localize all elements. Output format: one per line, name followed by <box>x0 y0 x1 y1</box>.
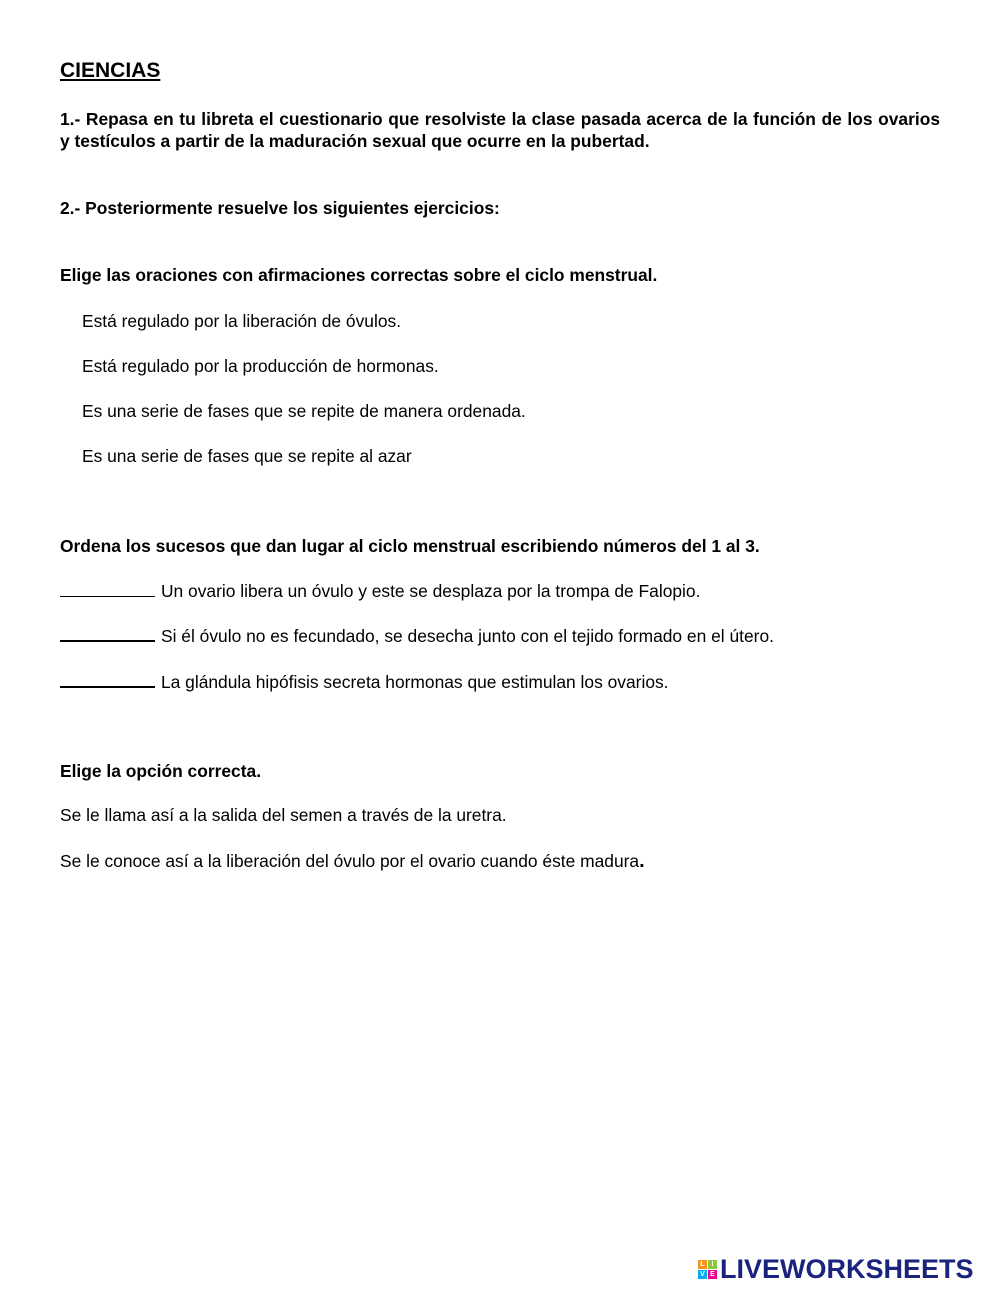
choice-item-2[interactable] <box>60 850 645 873</box>
option-3[interactable]: Es una serie de fases que se repite de manera ordenada. <box>82 401 526 421</box>
section1-heading: Elige las oraciones con afirmaciones correctas sobre el ciclo menstrual. <box>60 265 658 285</box>
final-period: . <box>639 850 645 872</box>
choice-item-1[interactable]: Se le llama así a la salida del semen a través de la uretra. <box>60 805 507 825</box>
liveworksheets-logo <box>698 1254 974 1285</box>
logo-mark-letter: I <box>708 1260 717 1269</box>
order-blank-3[interactable] <box>60 672 155 688</box>
order-item-1 <box>60 581 700 602</box>
logo-text: LIVEWORKSHEETS <box>720 1254 974 1284</box>
logo-mark-letter: V <box>698 1270 707 1279</box>
order-item-3 <box>60 672 669 693</box>
page-title: CIENCIAS <box>60 59 161 82</box>
logo-mark-letter: L <box>698 1260 707 1269</box>
section3-heading: Elige la opción correcta. <box>60 761 262 781</box>
instruction-1: 1.- Repasa en tu libreta el cuestionario que resolviste la clase pasada acerca de la función de los ovarios y testículos a partir de la maduración sexual que ocurre en la pubertad. <box>60 109 940 151</box>
order-text-2: Si él óvulo no es fecundado, se desecha junto con el tejido formado en el útero. <box>161 626 774 646</box>
order-blank-1[interactable] <box>60 582 155 597</box>
order-blank-2[interactable] <box>60 626 155 642</box>
option-1[interactable]: Está regulado por la liberación de óvulos. <box>82 311 402 331</box>
option-4[interactable]: Es una serie de fases que se repite al azar <box>82 446 412 466</box>
logo-mark-letter: E <box>708 1270 717 1279</box>
choice-text-2: Se le conoce así a la liberación del óvulo por el ovario cuando éste madura <box>60 851 640 871</box>
logo-mark-icon <box>698 1260 717 1279</box>
order-text-1: Un ovario libera un óvulo y este se desplaza por la trompa de Falopio. <box>161 581 701 601</box>
order-item-2 <box>60 626 774 647</box>
option-2[interactable]: Está regulado por la producción de hormonas. <box>82 356 439 376</box>
section2-heading: Ordena los sucesos que dan lugar al ciclo menstrual escribiendo números del 1 al 3. <box>60 536 760 556</box>
instruction-2: 2.- Posteriormente resuelve los siguientes ejercicios: <box>60 198 500 218</box>
order-text-3: La glándula hipófisis secreta hormonas que estimulan los ovarios. <box>161 672 669 692</box>
